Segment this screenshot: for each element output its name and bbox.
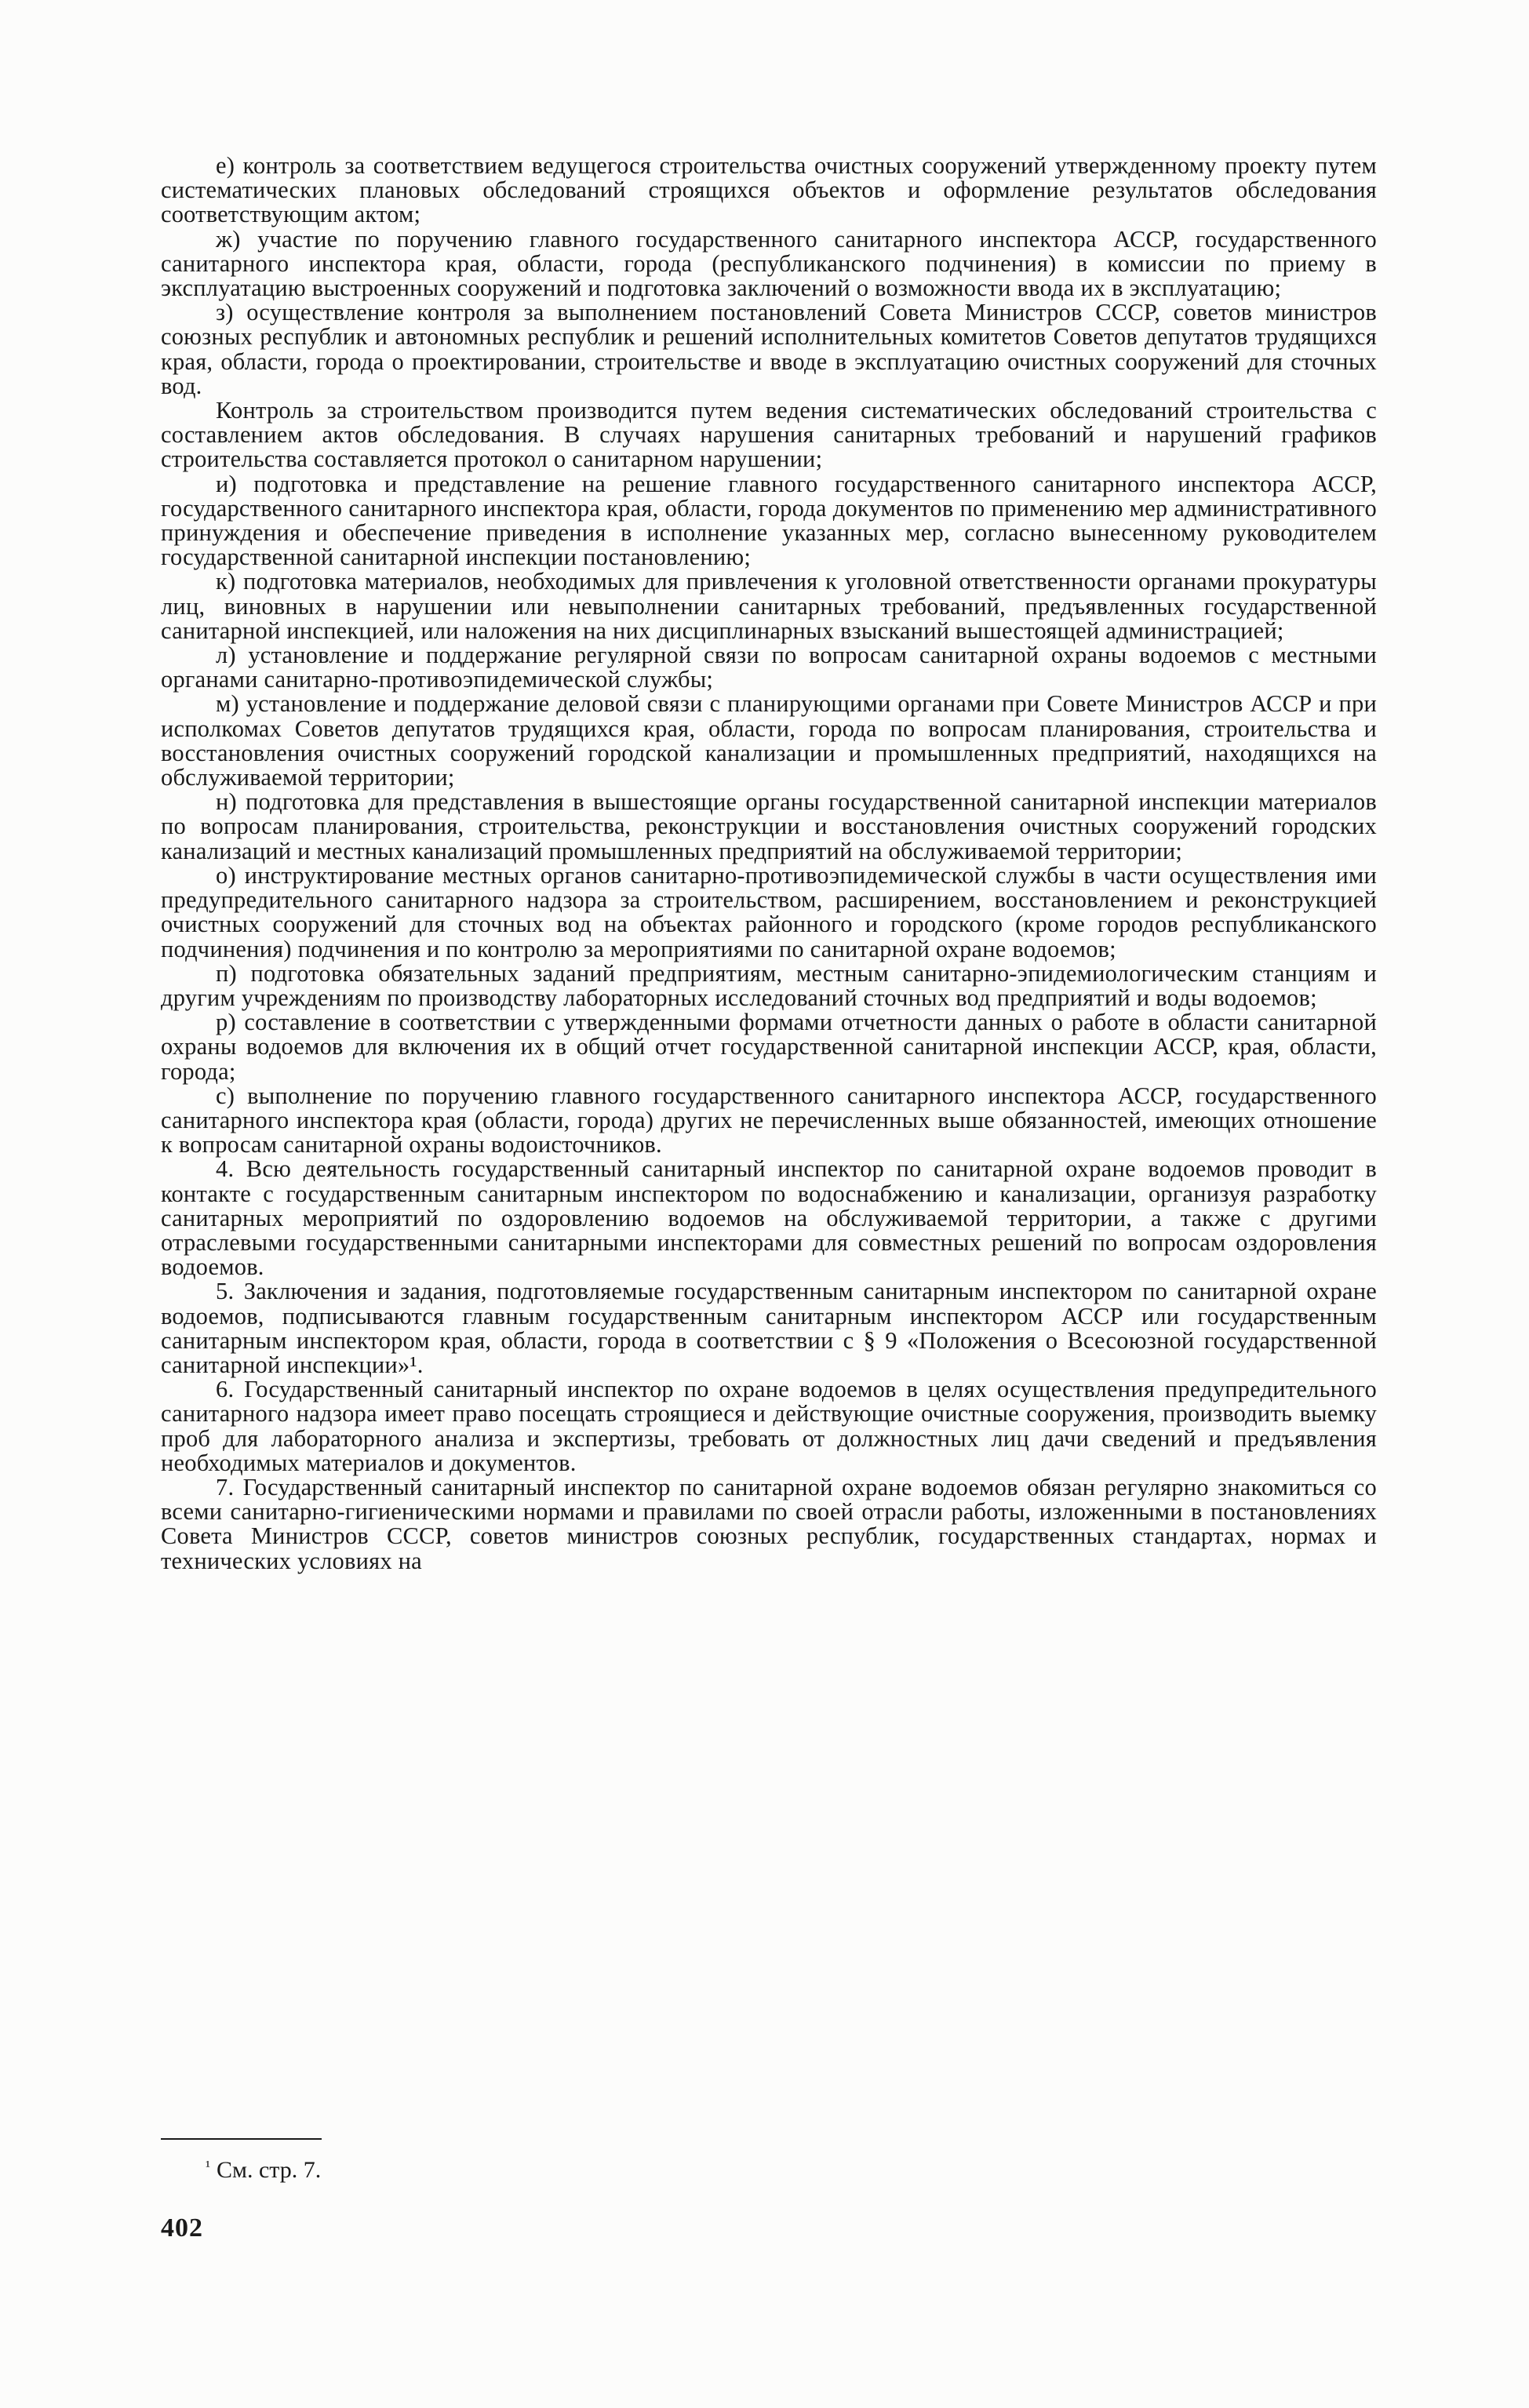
paragraph-k: к) подготовка материалов, необходимых для привлечения к уголовной ответственности органами прокуратуры лиц, виновных в нарушении или невыполнении санитарных требований, предъявленных государственной санитарной инспекцией, или наложения на них дисциплинарных взысканий вышестоящей администрацией; — [161, 568, 1377, 644]
footnote-text: См. стр. 7. — [217, 2157, 322, 2183]
footnote-marker: ¹ — [206, 2158, 210, 2175]
paragraph-s: с) выполнение по поручению главного государственного санитарного инспектора АССР, государственного санитарного инспектора края (области, города) других не перечисленных выше обязанностей, имеющих отношение к вопросам санитарной охраны водоисточников. — [161, 1082, 1377, 1159]
paragraph-4: 4. Всю деятельность государственный санитарный инспектор по санитарной охране водоемов проводит в контакте с государственным санитарным инспектором по водоснабжению и канализации, организуя разработку санитарных мероприятий по оздоровлению водоемов на обслуживаемой территории, а также с другими отраслевыми государственными санитарными инспекторами для совместных решений по вопросам оздоровления водоемов. — [161, 1155, 1377, 1281]
paragraph-n: н) подготовка для представления в вышестоящие органы государственной санитарной инспекции материалов по вопросам планирования, строительства, реконструкции и восстановления очистных сооружений городских канализаций и местных канализаций промышленных предприятий на обслуживаемой территории; — [161, 788, 1377, 864]
paragraph-i: и) подготовка и представление на решение главного государственного санитарного инспектора АССР, государственного санитарного инспектора края, области, города документов по применению мер административного принуждения и обеспечение приведения в исполнение указанных мер, согласно вынесенному руководителем государственной санитарной инспекции постановлению; — [161, 470, 1377, 571]
paragraph-control: Контроль за строительством производится путем ведения систематических обследований строительства с составлением актов обследования. В случаях нарушения санитарных требований и нарушений графиков строительства составляется протокол о санитарном нарушении; — [161, 397, 1377, 473]
paragraph-l: л) установление и поддержание регулярной связи по вопросам санитарной охраны водоемов с местными органами санитарно-противоэпидемической службы; — [161, 642, 1377, 693]
paragraph-5: 5. Заключения и задания, подготовляемые государственным санитарным инспектором по санитарной охране водоемов, подписываются главным государственным санитарным инспектором АССР или государственным санитарным инспектором края, области, города в соответствии с § 9 «Положения о Всесоюзной государственной санитарной инспекции»¹. — [161, 1278, 1377, 1378]
paragraph-p: п) подготовка обязательных заданий предприятиям, местным санитарно-эпидемиологическим станциям и другим учреждениям по производству лабораторных исследований сточных вод предприятий и воды водоемов; — [161, 959, 1377, 1011]
paragraph-zh: ж) участие по поручению главного государственного санитарного инспектора АССР, государственного санитарного инспектора края, области, города (республиканского подчинения) в комиссии по приему в эксплуатацию выстроенных сооружений и подготовка заключений о возможности ввода их в эксплуатацию; — [161, 225, 1377, 302]
body-text — [161, 154, 1377, 1573]
footnote — [206, 2154, 321, 2183]
paragraph-r: р) составление в соответствии с утвержденными формами отчетности данных о работе в области санитарной охраны водоемов для включения их в общий отчет государственной санитарной инспекции АССР, края, области, города; — [161, 1009, 1377, 1085]
paragraph-m: м) установление и поддержание деловой связи с планирующими органами при Совете Министров АССР и при исполкомах Советов депутатов трудящихся края, области, города по вопросам планирования, строительства и восстановления очистных сооружений городской канализации и промышленных предприятий, находящихся на обслуживаемой территории; — [161, 690, 1377, 791]
page-number: 402 — [161, 2213, 203, 2242]
paragraph-6: 6. Государственный санитарный инспектор по охране водоемов в целях осуществления предупредительного санитарного надзора имеет право посещать строящиеся и действующие очистные сооружения, производить выемку проб для лабораторного анализа и экспертизы, требовать от должностных лиц дачи сведений и предъявления необходимых материалов и документов. — [161, 1376, 1377, 1476]
paragraph-7: 7. Государственный санитарный инспектор по санитарной охране водоемов обязан регулярно знакомиться со всеми санитарно-гигиеническими нормами и правилами по своей отрасли работы, изложенными в постановлениях Совета Министров СССР, советов министров союзных республик, государственных стандартах, нормах и технических условиях на — [161, 1473, 1377, 1574]
paragraph-z: з) осуществление контроля за выполнением постановлений Совета Министров СССР, советов министров союзных республик и автономных республик и решений исполнительных комитетов Советов депутатов трудящихся края, области, города о проектировании, строительстве и вводе в эксплуатацию очистных сооружений для сточных вод. — [161, 299, 1377, 399]
footnote-divider — [161, 2138, 322, 2140]
paragraph-o: о) инструктирование местных органов санитарно-противоэпидемической службы в части осуществления ими предупредительного санитарного надзора за строительством, расширением, восстановлением и реконструкцией очистных сооружений для сточных вод на объектах районного и городского (кроме городов республиканского подчинения) подчинения и по контролю за мероприятиями по санитарной охране водоемов; — [161, 861, 1377, 962]
paragraph-e: е) контроль за соответствием ведущегося строительства очистных сооружений утвержденному проекту путем систематических плановых обследований строящихся объектов и оформление результатов обследования соответствующим актом; — [161, 152, 1377, 228]
